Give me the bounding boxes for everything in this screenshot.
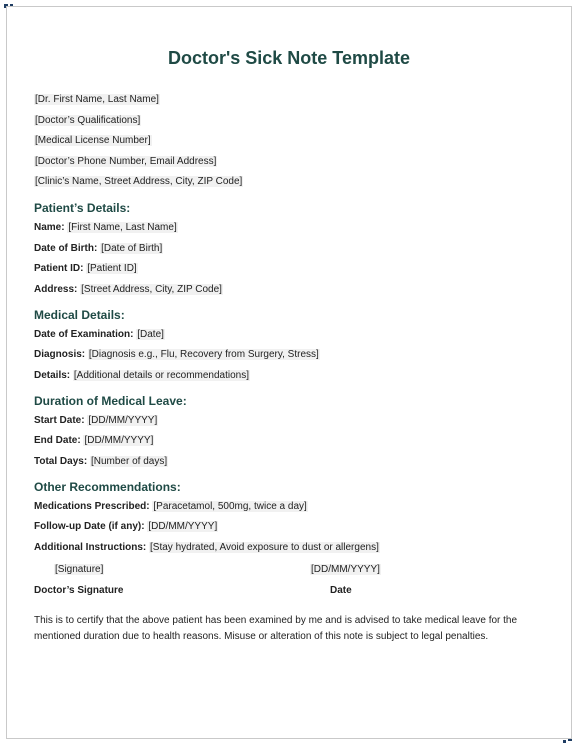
medical-details-heading: Medical Details: bbox=[34, 307, 125, 322]
signature-row bbox=[34, 564, 554, 582]
signature-caption: Doctor’s Signature bbox=[34, 584, 124, 596]
patient-address: Address: [Street Address, City, ZIP Code] bbox=[34, 283, 222, 295]
leave-start-date: Start Date: [DD/MM/YYYY] bbox=[34, 414, 158, 426]
signature-captions bbox=[34, 585, 554, 599]
medications-prescribed: Medications Prescribed: [Paracetamol, 500mg, twice a day] bbox=[34, 500, 307, 512]
document-title: Doctor's Sick Note Template bbox=[167, 48, 410, 68]
signature-date-placeholder: [DD/MM/YYYY] bbox=[311, 563, 380, 575]
doctor-name: [Dr. First Name, Last Name] bbox=[35, 94, 159, 105]
certification-statement: This is to certify that the above patient has been examined by me and is advised to take medical leave for the mentioned duration due to health reasons. Misuse or alteration of this note is subject to legal penalties. bbox=[34, 614, 518, 642]
exam-date: Date of Examination: [Date] bbox=[34, 328, 164, 340]
doctor-contact: [Doctor’s Phone Number, Email Address] bbox=[35, 155, 217, 167]
document-body bbox=[34, 93, 554, 645]
patient-name: Name: [First Name, Last Name] bbox=[34, 222, 177, 233]
date-caption: Date bbox=[330, 584, 352, 596]
other-recommendations-heading: Other Recommendations: bbox=[34, 479, 181, 494]
document-page bbox=[6, 6, 572, 739]
leave-end-date: End Date: [DD/MM/YYYY] bbox=[34, 435, 154, 446]
patient-dob: Date of Birth: [Date of Birth] bbox=[34, 242, 163, 254]
leave-total-days: Total Days: [Number of days] bbox=[34, 455, 168, 467]
additional-instructions: Additional Instructions: [Stay hydrated, Avoid exposure to dust or allergens] bbox=[34, 541, 379, 553]
corner-mark-bottom-right-inner bbox=[563, 740, 566, 743]
follow-up-date: Follow-up Date (if any): [DD/MM/YYYY] bbox=[34, 521, 218, 532]
patient-id: Patient ID: [Patient ID] bbox=[34, 263, 137, 274]
diagnosis: Diagnosis: [Diagnosis e.g., Flu, Recovery from Surgery, Stress] bbox=[34, 349, 319, 360]
doctor-clinic: [Clinic’s Name, Street Address, City, ZIP Code] bbox=[35, 176, 243, 187]
patient-details-heading: Patient’s Details: bbox=[34, 201, 131, 215]
leave-duration-heading: Duration of Medical Leave: bbox=[34, 393, 187, 408]
medical-details: Details: [Additional details or recommendations] bbox=[34, 369, 249, 381]
doctor-qualifications: [Doctor’s Qualifications] bbox=[35, 114, 141, 126]
signature-placeholder: [Signature] bbox=[55, 563, 104, 575]
doctor-license: [Medical License Number] bbox=[35, 135, 151, 146]
